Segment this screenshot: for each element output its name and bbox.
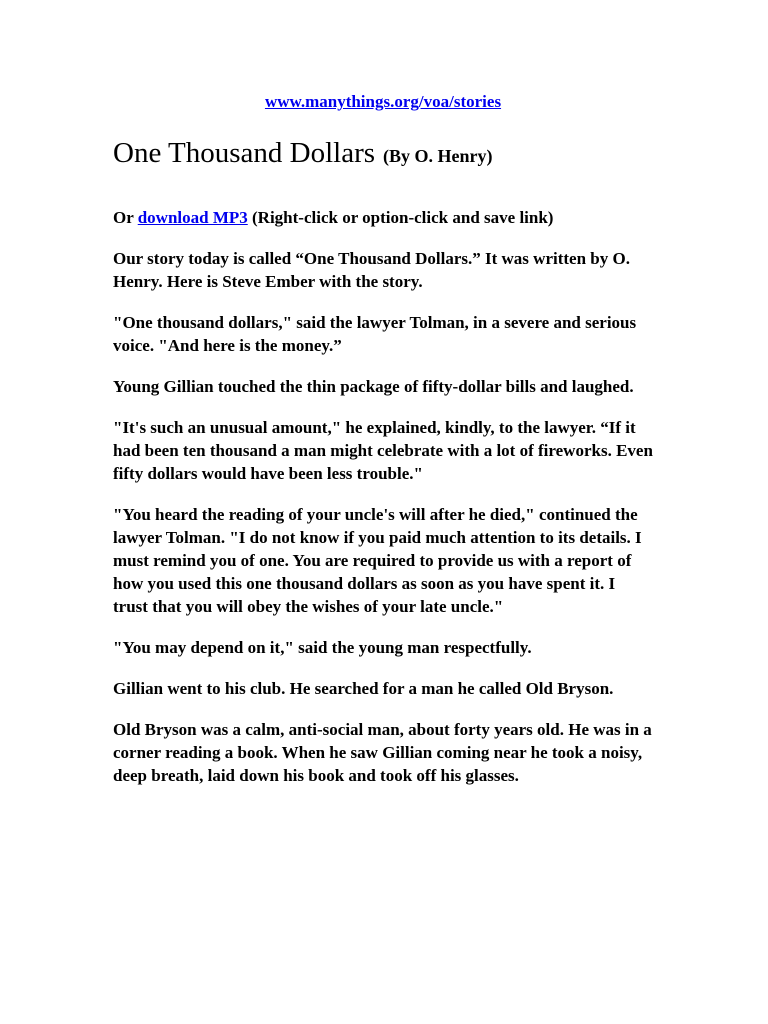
story-paragraph: "You heard the reading of your uncle's will after he died," continued the lawyer Tolman. "I do not know if you paid much attention to its details. I must remind you of one. You are required to provide us with a report of how you used this one thousand dollars as soon as you have spent it. I trust that you will obey the wishes of your late uncle." [113,505,642,616]
download-mp3-link[interactable]: download MP3 [137,208,248,227]
site-link-container [113,92,653,112]
story-paragraph: Our story today is called “One Thousand Dollars.” It was written by O. Henry. Here is Steve Ember with the story. [113,249,630,291]
story-author: (By O. Henry) [383,146,493,166]
story-paragraph: "It's such an unusual amount," he explained, kindly, to the lawyer. “If it had been ten thousand a man might celebrate with a lot of fireworks. Even fifty dollars would have been less trouble." [113,418,653,483]
download-line [113,206,653,229]
story-paragraph: Young Gillian touched the thin package of fifty-dollar bills and laughed. [113,377,634,396]
story-paragraph: "You may depend on it," said the young man respectfully. [113,638,532,657]
site-link[interactable]: www.manythings.org/voa/stories [264,92,502,111]
page-title [113,133,673,174]
story-paragraph: "One thousand dollars," said the lawyer Tolman, in a severe and serious voice. "And here is the money.” [113,313,637,355]
story-paragraph: Old Bryson was a calm, anti-social man, about forty years old. He was in a corner reading a book. When he saw Gillian coming near he took a noisy, deep breath, laid down his book and took off his glasses. [113,720,652,785]
story-paragraph: Gillian went to his club. He searched for a man he called Old Bryson. [113,679,614,698]
story-title: One Thousand Dollars [113,137,376,169]
download-prefix: Or [113,208,138,227]
story-body [113,206,653,805]
download-instructions: (Right-click or option-click and save link) [247,208,554,227]
